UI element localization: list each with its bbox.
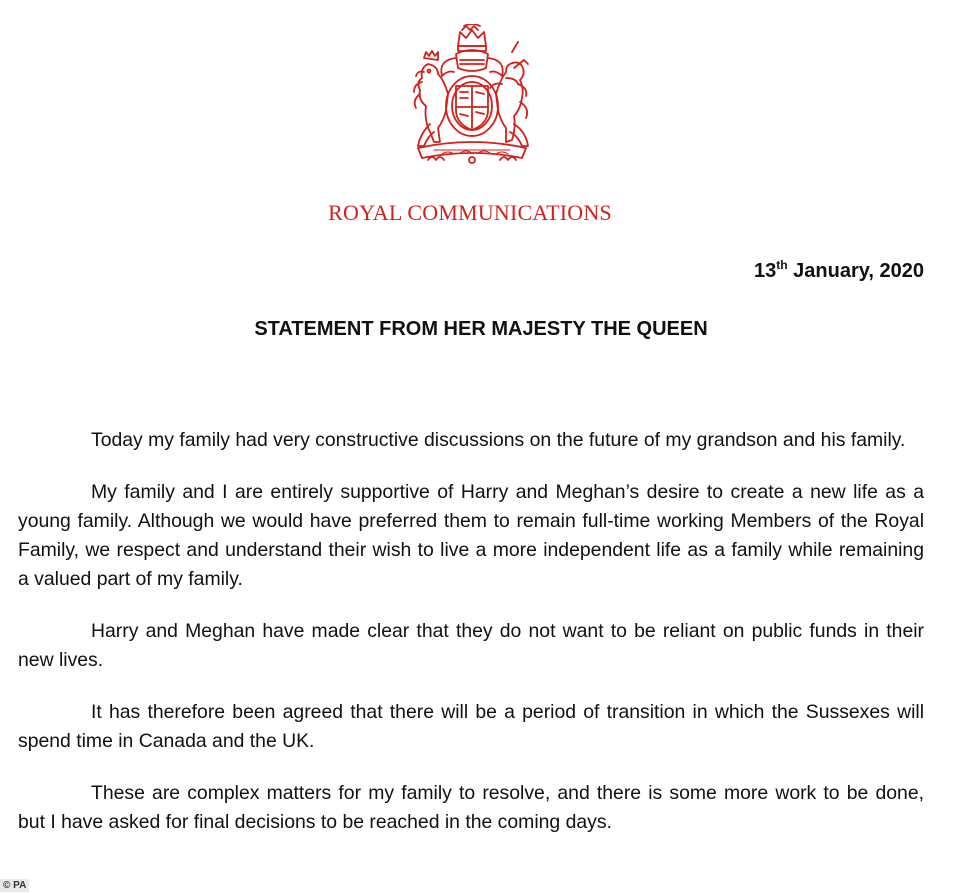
statement-date bbox=[754, 258, 924, 283]
date-rest: January, 2020 bbox=[787, 260, 924, 282]
statement-heading: STATEMENT FROM HER MAJESTY THE QUEEN bbox=[254, 318, 708, 340]
statement-body bbox=[18, 426, 924, 860]
paragraph: It has therefore been agreed that there will be a period of transition in which the Sussexes will spend time in Canada and the UK. bbox=[18, 701, 924, 752]
paragraph: Harry and Meghan have made clear that they do not want to be reliant on public funds in their new lives. bbox=[18, 620, 924, 671]
organization-name: ROYAL COMMUNICATIONS bbox=[328, 200, 612, 225]
photo-credit: © PA bbox=[0, 879, 29, 892]
date-day: 13 bbox=[754, 260, 777, 282]
royal-coat-of-arms-icon bbox=[398, 24, 546, 166]
paragraph: My family and I are entirely supportive of Harry and Meghan’s desire to create a new life as a young family. Although we would have preferred them to remain full-time working Members of the Royal Family, we respect and understand their wish to live a more independent life as a family while remaining a valued part of my family. bbox=[18, 481, 924, 590]
paragraph: These are complex matters for my family to resolve, and there is some more work to be done, but I have asked for final decisions to be reached in the coming days. bbox=[18, 782, 924, 833]
paragraph: Today my family had very constructive discussions on the future of my grandson and his family. bbox=[91, 429, 906, 451]
date-suffix: th bbox=[776, 258, 788, 272]
